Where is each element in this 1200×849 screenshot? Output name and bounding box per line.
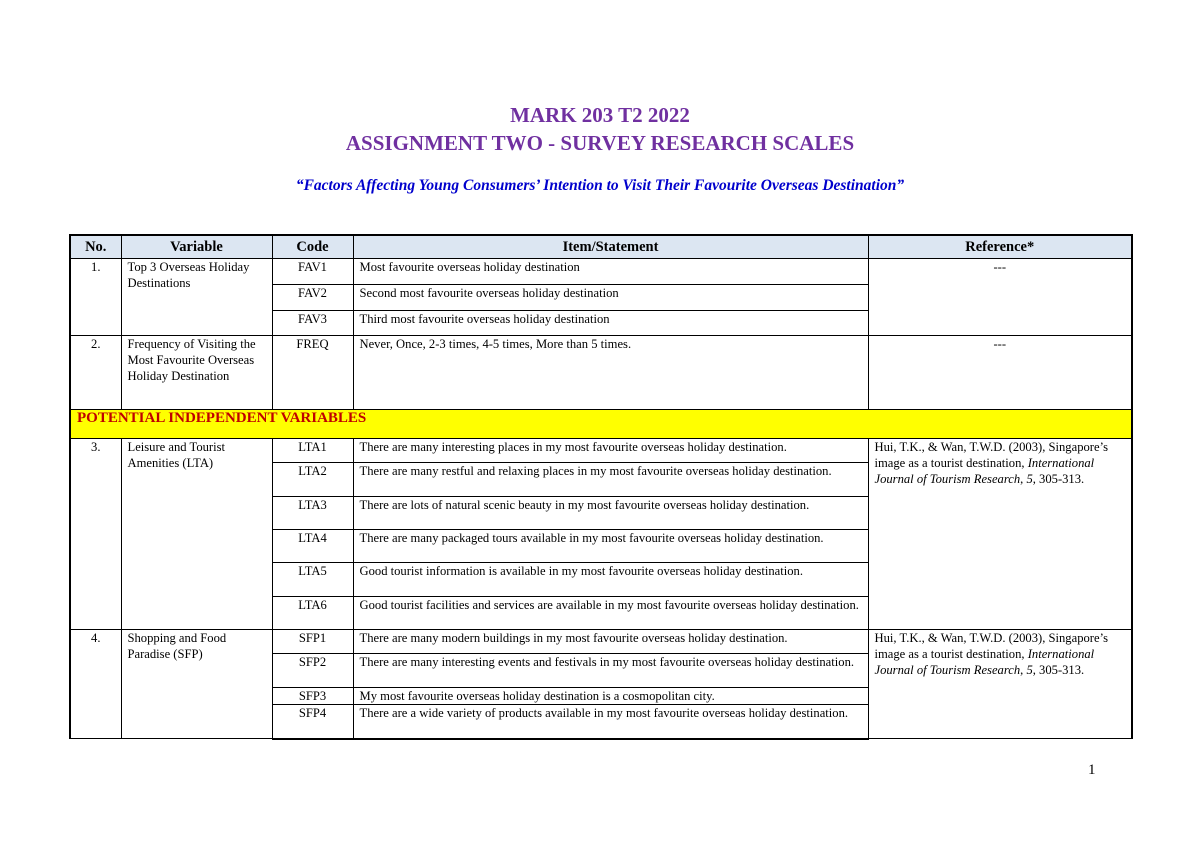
table-row (70, 336, 1132, 410)
item-code: LTA1 (272, 439, 353, 463)
column-header-reference: Reference* (868, 235, 1132, 259)
item-statement: Never, Once, 2-3 times, 4-5 times, More than 5 times. (353, 336, 868, 410)
column-header-variable: Variable (121, 235, 272, 259)
reference-separator: , (1020, 663, 1027, 677)
item-statement: There are lots of natural scenic beauty in my most favourite overseas holiday destination. (353, 497, 868, 530)
item-code: LTA4 (272, 530, 353, 563)
table-row (70, 259, 1132, 285)
item-statement: My most favourite overseas holiday destination is a cosmopolitan city. (353, 688, 868, 705)
item-code: LTA2 (272, 463, 353, 497)
item-statement: Good tourist information is available in my most favourite overseas holiday destination. (353, 563, 868, 597)
item-code: SFP1 (272, 630, 353, 654)
document-subtitle-heading: ASSIGNMENT TWO - SURVEY RESEARCH SCALES (345, 131, 855, 155)
reference (868, 439, 1132, 630)
item-statement: There are a wide variety of products available in my most favourite overseas holiday destination. (353, 705, 868, 739)
item-statement: Third most favourite overseas holiday destination (353, 311, 868, 336)
reference-authors: Hui, T.K., & Wan, T.W.D. (2003), Singapore’s image as a tourist destination, (874, 631, 1108, 661)
item-code: LTA5 (272, 563, 353, 597)
reference-journal: International Journal of Tourism Research (874, 456, 1095, 486)
item-code: SFP2 (272, 654, 353, 688)
column-header-item: Item/Statement (353, 235, 868, 259)
table-row (70, 439, 1132, 463)
reference-volume: 5 (1026, 663, 1033, 677)
item-statement: There are many packaged tours available in my most favourite overseas holiday destination. (353, 530, 868, 563)
variable-name: Top 3 Overseas Holiday Destinations (121, 259, 272, 336)
row-number: 2. (70, 336, 121, 410)
item-statement: Second most favourite overseas holiday destination (353, 285, 868, 311)
column-header-code: Code (272, 235, 353, 259)
item-statement: There are many interesting places in my most favourite overseas holiday destination. (353, 439, 868, 463)
variable-name: Shopping and Food Paradise (SFP) (121, 630, 272, 739)
variable-name: Frequency of Visiting the Most Favourite Overseas Holiday Destination (121, 336, 272, 410)
document-title: MARK 203 T2 2022 (510, 103, 690, 127)
item-code: SFP3 (272, 688, 353, 705)
reference-authors: Hui, T.K., & Wan, T.W.D. (2003), Singapore’s image as a tourist destination, (874, 440, 1108, 470)
research-topic: “Factors Affecting Young Consumers’ Intention to Visit Their Favourite Overseas Destination” (295, 177, 905, 194)
page-number: 1 (1088, 762, 1096, 778)
survey-scales-table (69, 234, 1133, 740)
row-number: 1. (70, 259, 121, 336)
reference: --- (868, 336, 1132, 410)
item-statement: Good tourist facilities and services are available in my most favourite overseas holiday destination. (353, 597, 868, 630)
item-code: FAV2 (272, 285, 353, 311)
item-code: LTA3 (272, 497, 353, 530)
table-header-row (70, 235, 1132, 259)
reference-volume: 5 (1026, 472, 1033, 486)
reference-separator: , (1020, 472, 1027, 486)
item-statement: There are many restful and relaxing places in my most favourite overseas holiday destination. (353, 463, 868, 497)
section-title: POTENTIAL INDEPENDENT VARIABLES (70, 410, 1132, 439)
reference: --- (868, 259, 1132, 336)
reference (868, 630, 1132, 739)
item-statement: There are many modern buildings in my most favourite overseas holiday destination. (353, 630, 868, 654)
column-header-no: No. (70, 235, 121, 259)
row-number: 4. (70, 630, 121, 739)
item-code: FAV1 (272, 259, 353, 285)
item-code: FREQ (272, 336, 353, 410)
reference-pages: , 305-313. (1032, 663, 1085, 677)
variable-name: Leisure and Tourist Amenities (LTA) (121, 439, 272, 630)
section-row (70, 410, 1132, 439)
table-row (70, 630, 1132, 654)
item-code: FAV3 (272, 311, 353, 336)
item-code: SFP4 (272, 705, 353, 739)
row-number: 3. (70, 439, 121, 630)
item-code: LTA6 (272, 597, 353, 630)
item-statement: There are many interesting events and festivals in my most favourite overseas holiday destination. (353, 654, 868, 688)
item-statement: Most favourite overseas holiday destination (353, 259, 868, 285)
reference-journal: International Journal of Tourism Research (874, 647, 1095, 677)
reference-pages: , 305-313. (1032, 472, 1085, 486)
